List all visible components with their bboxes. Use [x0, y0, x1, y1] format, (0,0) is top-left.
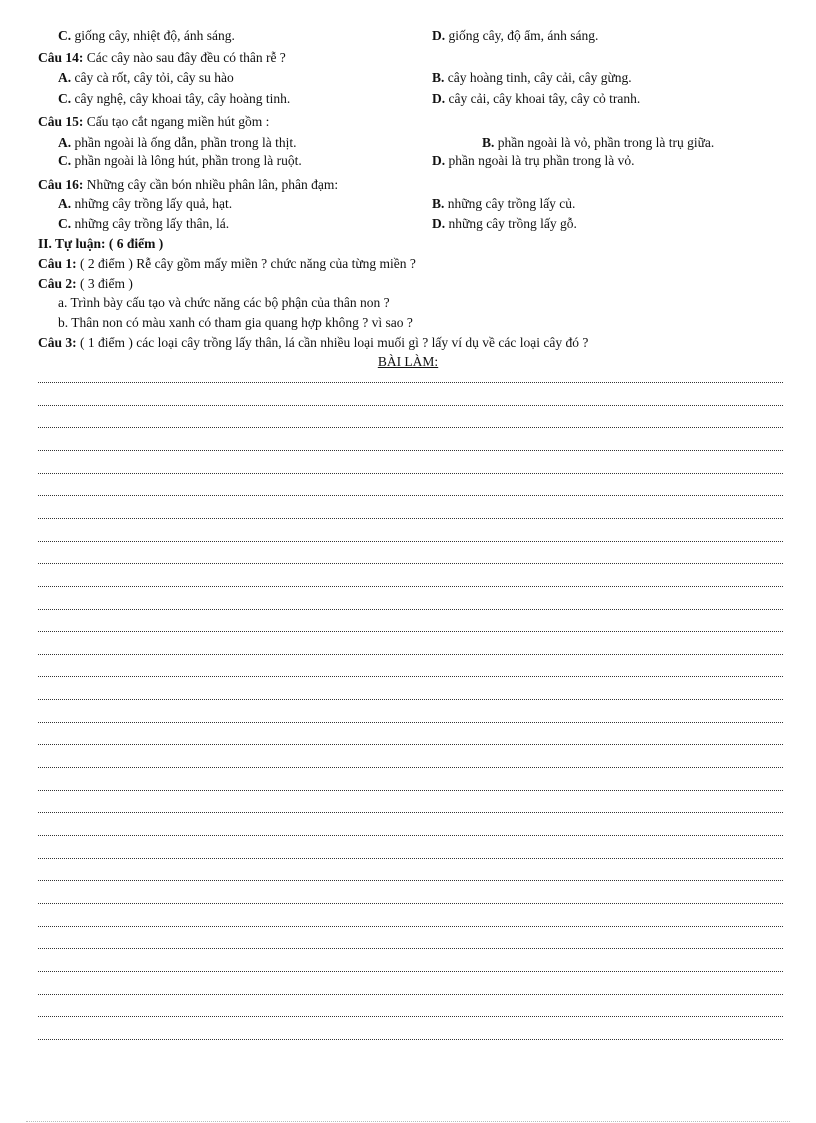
q14-stem	[38, 50, 286, 66]
answer-line	[38, 994, 783, 995]
essay-q3	[38, 335, 588, 351]
q14-option-b	[432, 70, 632, 86]
option-key: C.	[58, 153, 72, 168]
q16-option-c	[58, 216, 229, 232]
option-text: những cây trồng lấy củ.	[447, 196, 576, 211]
question-number: Câu 2:	[38, 276, 77, 291]
option-key: A.	[58, 70, 72, 85]
q15-option-a	[58, 135, 296, 151]
question-text: Cấu tạo cắt ngang miền hút gồm :	[86, 114, 270, 129]
option-text: giống cây, độ ẩm, ánh sáng.	[448, 28, 599, 43]
option-text: những cây trồng lấy quả, hạt.	[74, 196, 233, 211]
option-key: B.	[482, 135, 495, 150]
answer-line	[38, 382, 783, 383]
q14-option-a	[58, 70, 234, 86]
answer-line	[38, 767, 783, 768]
option-text: phần ngoài là vỏ, phần trong là trụ giữa.	[497, 135, 715, 150]
option-key: D.	[432, 91, 446, 106]
answer-line	[38, 880, 783, 881]
q16-option-b	[432, 196, 575, 212]
answer-line	[38, 541, 783, 542]
option-text: phần ngoài là lông hút, phần trong là ruột.	[74, 153, 302, 168]
answer-line	[38, 835, 783, 836]
answer-line	[38, 1039, 783, 1040]
section-title: II. Tự luận: ( 6 điểm )	[38, 236, 164, 251]
answer-line	[38, 812, 783, 813]
answer-line	[38, 699, 783, 700]
option-text: những cây trồng lấy gỗ.	[448, 216, 577, 231]
footer-divider	[26, 1121, 790, 1122]
answer-line	[38, 790, 783, 791]
question-text: Các cây nào sau đây đều có thân rễ ?	[86, 50, 286, 65]
q15-option-c	[58, 153, 302, 169]
q13-option-c	[58, 28, 235, 44]
option-text: cây cải, cây khoai tây, cây cỏ tranh.	[448, 91, 641, 106]
question-text: ( 2 điểm ) Rễ cây gồm mấy miền ? chức năng của từng miền ?	[80, 256, 416, 271]
q15-stem	[38, 114, 269, 130]
option-key: A.	[58, 196, 72, 211]
option-text: cây cà rốt, cây tỏi, cây su hào	[74, 70, 234, 85]
option-text: cây nghệ, cây khoai tây, cây hoàng tinh.	[74, 91, 291, 106]
answer-line	[38, 495, 783, 496]
answer-line	[38, 473, 783, 474]
q15-option-b	[482, 135, 714, 151]
question-number: Câu 16:	[38, 177, 84, 192]
option-key: D.	[432, 153, 446, 168]
answer-line	[38, 948, 783, 949]
answer-line	[38, 450, 783, 451]
answer-line	[38, 654, 783, 655]
question-number: Câu 14:	[38, 50, 84, 65]
option-key: B.	[432, 196, 445, 211]
question-number: Câu 3:	[38, 335, 77, 350]
answer-heading-wrap	[0, 354, 816, 370]
essay-q1	[38, 256, 416, 272]
question-number: Câu 1:	[38, 256, 77, 271]
answer-heading: BÀI LÀM:	[377, 354, 439, 369]
answer-line	[38, 1016, 783, 1017]
answer-line	[38, 722, 783, 723]
option-text: những cây trồng lấy thân, lá.	[74, 216, 230, 231]
option-key: A.	[58, 135, 72, 150]
answer-line	[38, 744, 783, 745]
option-text: phần ngoài là trụ phần trong là vỏ.	[448, 153, 635, 168]
option-text: phần ngoài là ống dẫn, phần trong là thịt.	[74, 135, 297, 150]
q16-option-d	[432, 216, 577, 232]
q16-option-a	[58, 196, 232, 212]
option-key: C.	[58, 91, 72, 106]
q16-stem	[38, 177, 338, 193]
answer-line	[38, 586, 783, 587]
answer-line	[38, 903, 783, 904]
question-text: ( 3 điểm )	[80, 276, 133, 291]
option-text: cây hoàng tinh, cây cải, cây gừng.	[447, 70, 632, 85]
q15-option-d	[432, 153, 634, 169]
essay-q2	[38, 276, 133, 292]
answer-line	[38, 405, 783, 406]
question-text: ( 1 điểm ) các loại cây trồng lấy thân, lá cần nhiều loại muối gì ? lấy ví dụ về các loại cây đó ?	[80, 335, 589, 350]
answer-line	[38, 971, 783, 972]
question-text: Những cây cần bón nhiều phân lân, phân đạm:	[86, 177, 339, 192]
answer-line	[38, 563, 783, 564]
answer-line	[38, 518, 783, 519]
answer-line	[38, 858, 783, 859]
answer-line	[38, 427, 783, 428]
option-key: C.	[58, 216, 72, 231]
answer-line	[38, 676, 783, 677]
answer-line	[38, 926, 783, 927]
q14-option-d	[432, 91, 640, 107]
option-key: C.	[58, 28, 72, 43]
question-number: Câu 15:	[38, 114, 84, 129]
option-key: D.	[432, 216, 446, 231]
essay-q2b: b. Thân non có màu xanh có tham gia quang hợp không ? vì sao ?	[58, 315, 413, 330]
option-key: B.	[432, 70, 445, 85]
option-text: giống cây, nhiệt độ, ánh sáng.	[74, 28, 235, 43]
q14-option-c	[58, 91, 290, 107]
answer-line	[38, 631, 783, 632]
essay-q2a: a. Trình bày cấu tạo và chức năng các bộ phận của thân non ?	[58, 295, 390, 310]
answer-line	[38, 609, 783, 610]
q13-option-d	[432, 28, 598, 44]
option-key: D.	[432, 28, 446, 43]
